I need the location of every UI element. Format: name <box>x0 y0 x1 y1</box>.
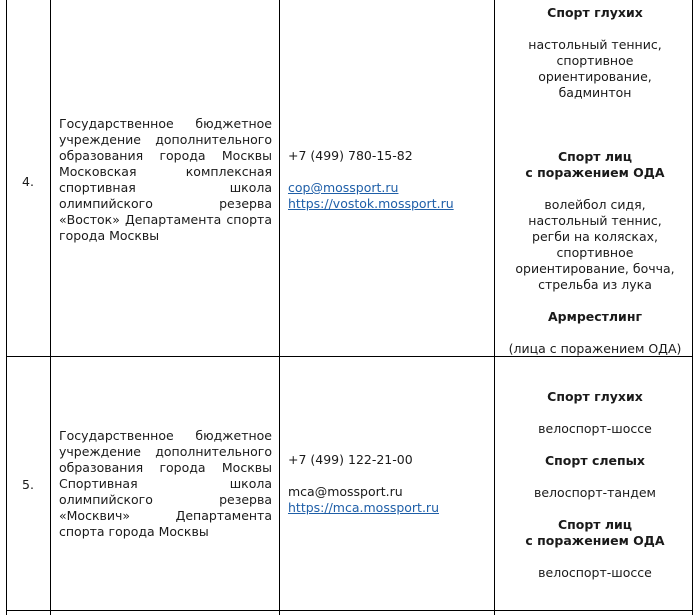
phone-number: +7 (499) 122-21-00 <box>288 452 413 467</box>
website-link[interactable]: https://mca.mossport.ru <box>288 500 439 515</box>
email-link[interactable]: cop@mossport.ru <box>288 180 399 195</box>
sport-item: ориентирование, бочча, <box>515 261 675 276</box>
sport-item: бадминтон <box>558 85 632 100</box>
sports-list <box>498 0 692 356</box>
sport-item: спортивное <box>556 245 634 260</box>
sport-item: ориентирование, <box>538 69 652 84</box>
table-border-col3 <box>494 0 495 615</box>
sport-category-title: с поражением ОДА <box>525 533 665 548</box>
table-border-col1 <box>50 0 51 615</box>
sport-item: (лица с поражением ОДА) <box>508 341 682 356</box>
sport-category-title: Спорт лиц <box>557 149 633 164</box>
sport-item: велоспорт-шоссе <box>538 565 652 580</box>
row-number: 4. <box>22 174 34 189</box>
table-border-left <box>6 0 7 615</box>
sport-category-title: Спорт глухих <box>547 389 643 404</box>
contact-info <box>288 452 488 516</box>
organization-name: Государственное бюджетное учреждение дополнительного образования города Москвы Спортивная школа олимпийского резерва «Москвич» Департамента спорта города Москвы <box>59 428 272 539</box>
contact-info <box>288 148 488 212</box>
organization-name: Государственное бюджетное учреждение дополнительного образования города Москвы Московская комплексная спортивная школа олимпийского резерва «Восток» Департамента спорта города Москвы <box>59 116 272 243</box>
table-border-col2 <box>279 0 280 615</box>
row-number: 5. <box>22 477 34 492</box>
sport-item: настольный теннис, <box>528 37 662 52</box>
sport-category-title: с поражением ОДА <box>525 165 665 180</box>
sport-item: регби на колясках, <box>532 229 658 244</box>
sport-item: спортивное <box>556 53 634 68</box>
email-text: mca@mossport.ru <box>288 484 403 499</box>
sports-list <box>498 357 692 610</box>
sport-category-title: Спорт слепых <box>545 453 645 468</box>
website-link[interactable]: https://vostok.mossport.ru <box>288 196 454 211</box>
sport-category-title: Армрестлинг <box>547 309 642 324</box>
phone-number: +7 (499) 780-15-82 <box>288 148 413 163</box>
sport-item: велоспорт-шоссе <box>538 421 652 436</box>
sport-item: велоспорт-тандем <box>534 485 656 500</box>
table-border-right <box>692 0 693 615</box>
sport-item: волейбол сидя, <box>544 197 646 212</box>
sport-item: настольный теннис, <box>528 213 662 228</box>
sport-item: стрельба из лука <box>538 277 652 292</box>
sport-category-title: Спорт лиц <box>557 517 633 532</box>
row-divider-bottom <box>6 610 692 611</box>
sport-category-title: Спорт глухих <box>547 5 643 20</box>
